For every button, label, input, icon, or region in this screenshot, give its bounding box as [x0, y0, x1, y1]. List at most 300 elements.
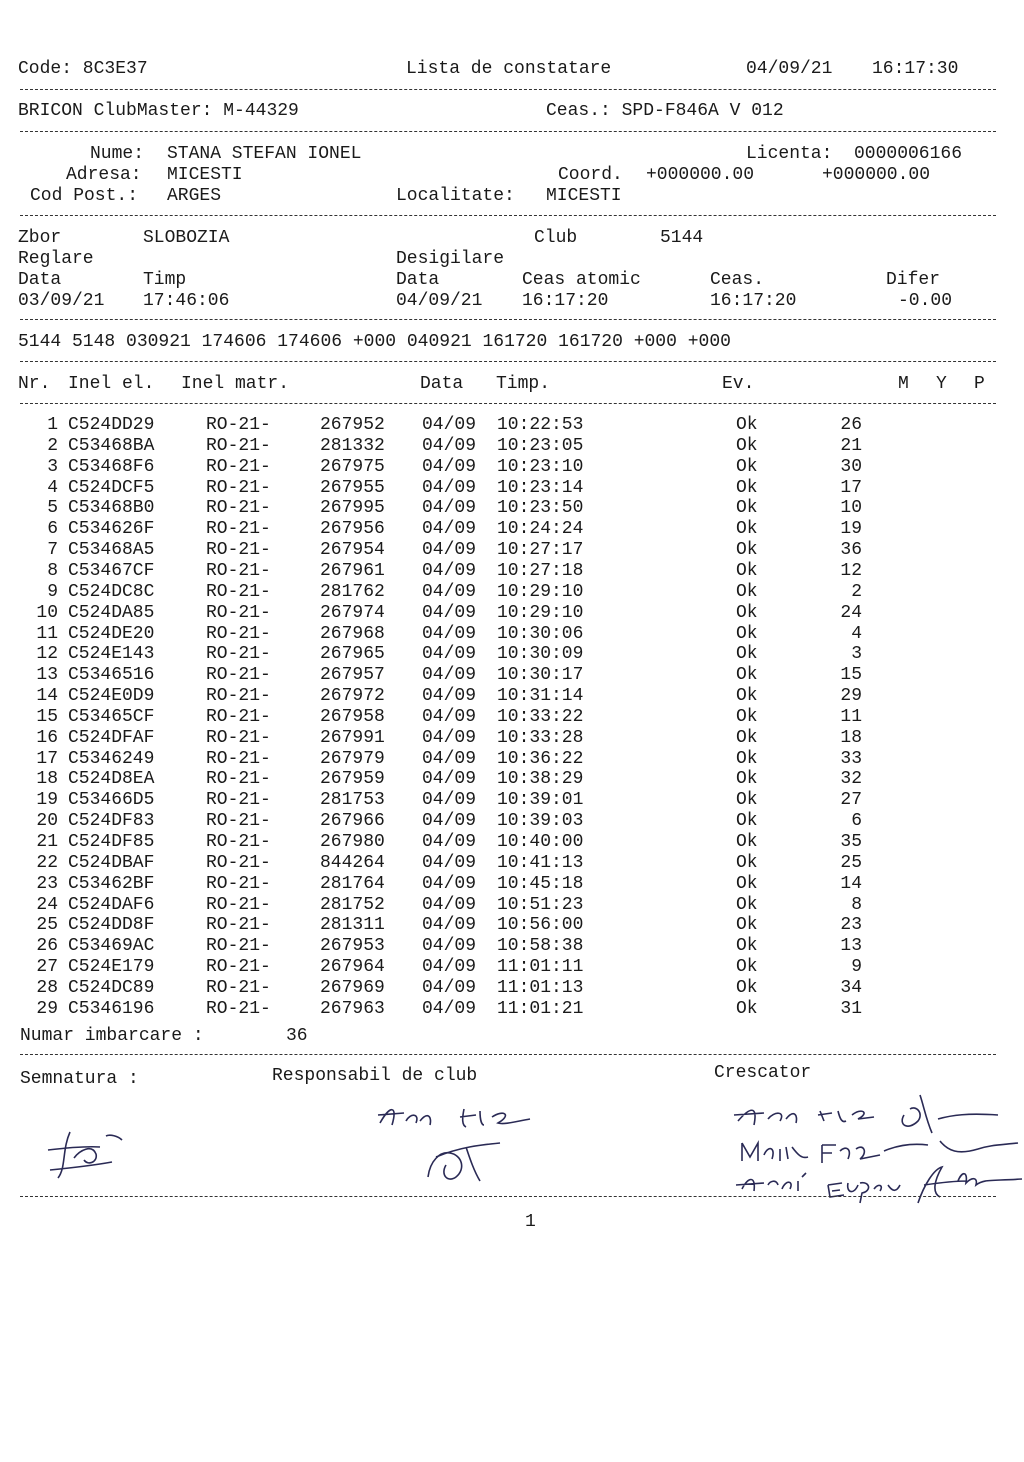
row-nr: 21 — [36, 832, 58, 852]
row-electronic-ring: C524DE20 — [68, 623, 155, 644]
row-event: Ok — [736, 832, 758, 852]
row-electronic-ring: C53468BA — [68, 435, 155, 456]
row-time: 10:31:14 — [497, 686, 584, 707]
row-electronic-ring: C524DA85 — [68, 602, 155, 623]
row-nr: 25 — [36, 915, 58, 936]
row-date: 04/09 — [422, 581, 477, 602]
table-row — [0, 686, 1024, 707]
row-date: 04/09 — [422, 936, 477, 957]
row-ring-prefix: RO-21- — [206, 894, 271, 915]
table-row — [0, 457, 1024, 478]
row-m-position: 14 — [840, 873, 862, 894]
row-time: 10:33:22 — [497, 706, 584, 727]
row-time: 11:01:13 — [497, 977, 584, 998]
row-event: Ok — [736, 477, 758, 498]
row-date: 04/09 — [422, 873, 477, 894]
col-registration-ring: Inel matr. — [181, 374, 290, 394]
row-event: Ok — [736, 456, 758, 477]
row-ring-prefix: RO-21- — [206, 873, 271, 894]
row-m-position: 9 — [851, 957, 862, 978]
row-event: Ok — [736, 915, 758, 936]
row-ring-number: 281764 — [320, 873, 385, 894]
table-row — [0, 769, 1024, 790]
row-date: 04/09 — [422, 852, 477, 873]
row-electronic-ring: C53469AC — [68, 936, 155, 957]
row-nr: 14 — [36, 686, 58, 707]
row-date: 04/09 — [422, 540, 477, 561]
col-p: P — [974, 374, 985, 394]
row-nr: 6 — [47, 519, 58, 540]
row-time: 10:23:10 — [497, 456, 584, 477]
table-row — [0, 436, 1024, 457]
col-electronic-ring: Inel el. — [68, 374, 155, 394]
row-event: Ok — [736, 894, 758, 915]
row-event: Ok — [736, 581, 758, 602]
row-time: 10:23:50 — [497, 498, 584, 519]
row-date: 04/09 — [422, 498, 477, 519]
table-row — [0, 874, 1024, 895]
row-ring-prefix: RO-21- — [206, 540, 271, 561]
club-officer-label: Responsabil de club — [272, 1066, 478, 1086]
row-time: 10:29:10 — [497, 602, 584, 623]
row-m-position: 11 — [840, 706, 862, 727]
col-y: Y — [936, 374, 947, 394]
clock-time: 16:17:20 — [710, 291, 797, 311]
row-ring-number: 267968 — [320, 623, 385, 644]
row-ring-prefix: RO-21- — [206, 519, 271, 540]
row-ring-number: 267972 — [320, 686, 385, 707]
row-event: Ok — [736, 665, 758, 686]
owner-address: MICESTI — [167, 165, 243, 185]
row-electronic-ring: C53462BF — [68, 873, 155, 894]
row-electronic-ring: C524DC8C — [68, 581, 155, 602]
row-electronic-ring: C524DAF6 — [68, 894, 155, 915]
row-time: 11:01:21 — [497, 998, 584, 1019]
row-nr: 1 — [47, 415, 58, 435]
table-row — [0, 728, 1024, 749]
row-date: 04/09 — [422, 894, 477, 915]
row-nr: 24 — [36, 894, 58, 915]
row-ring-number: 281753 — [320, 790, 385, 811]
row-time: 10:27:18 — [497, 560, 584, 581]
row-ring-number: 267954 — [320, 540, 385, 561]
row-ring-number: 267961 — [320, 560, 385, 581]
setting-time: 17:46:06 — [143, 291, 230, 311]
row-m-position: 31 — [840, 998, 862, 1019]
license-label: Licenta: — [746, 144, 833, 164]
row-event: Ok — [736, 811, 758, 832]
row-nr: 3 — [47, 456, 58, 477]
row-m-position: 17 — [840, 477, 862, 498]
row-ring-number: 267952 — [320, 415, 385, 435]
row-m-position: 19 — [840, 519, 862, 540]
row-time: 10:45:18 — [497, 873, 584, 894]
row-time: 10:22:53 — [497, 415, 584, 435]
row-nr: 28 — [36, 977, 58, 998]
row-electronic-ring: C524DBAF — [68, 852, 155, 873]
row-ring-number: 267975 — [320, 456, 385, 477]
table-row — [0, 832, 1024, 853]
row-ring-number: 267957 — [320, 665, 385, 686]
row-ring-number: 267974 — [320, 602, 385, 623]
row-ring-prefix: RO-21- — [206, 957, 271, 978]
row-m-position: 23 — [840, 915, 862, 936]
row-time: 10:56:00 — [497, 915, 584, 936]
row-electronic-ring: C53468A5 — [68, 540, 155, 561]
row-electronic-ring: C524DFAF — [68, 727, 155, 748]
row-ring-prefix: RO-21- — [206, 769, 271, 790]
row-ring-number: 281762 — [320, 581, 385, 602]
row-event: Ok — [736, 936, 758, 957]
row-event: Ok — [736, 957, 758, 978]
table-row — [0, 540, 1024, 561]
encoded-summary-line: 5144 5148 030921 174606 174606 +000 040921 161720 161720 +000 +000 — [18, 332, 731, 352]
row-ring-prefix: RO-21- — [206, 560, 271, 581]
row-ring-number: 267955 — [320, 477, 385, 498]
divider — [20, 1054, 996, 1055]
row-nr: 16 — [36, 727, 58, 748]
row-ring-prefix: RO-21- — [206, 936, 271, 957]
row-date: 04/09 — [422, 957, 477, 978]
row-ring-prefix: RO-21- — [206, 644, 271, 665]
coord-label: Coord. — [558, 165, 623, 185]
row-nr: 2 — [47, 435, 58, 456]
row-event: Ok — [736, 977, 758, 998]
row-m-position: 27 — [840, 790, 862, 811]
setting-date: 03/09/21 — [18, 291, 105, 311]
row-electronic-ring: C5346196 — [68, 998, 155, 1019]
row-time: 10:33:28 — [497, 727, 584, 748]
owner-postcode: ARGES — [167, 186, 222, 206]
document-title: Lista de constatare — [406, 59, 612, 79]
clock-id: Ceas.: SPD-F846A V 012 — [546, 101, 784, 121]
row-nr: 4 — [47, 477, 58, 498]
row-event: Ok — [736, 540, 758, 561]
divider — [20, 89, 996, 90]
owner-locality: MICESTI — [546, 186, 622, 206]
row-m-position: 29 — [840, 686, 862, 707]
row-time: 10:23:14 — [497, 477, 584, 498]
row-electronic-ring: C5346516 — [68, 665, 155, 686]
divider — [20, 361, 996, 362]
setting-date-label: Data — [18, 270, 62, 290]
row-time: 10:30:17 — [497, 665, 584, 686]
row-event: Ok — [736, 519, 758, 540]
row-m-position: 13 — [840, 936, 862, 957]
row-date: 04/09 — [422, 435, 477, 456]
flight-label: Zbor — [18, 228, 62, 248]
row-ring-number: 267956 — [320, 519, 385, 540]
row-m-position: 12 — [840, 560, 862, 581]
row-date: 04/09 — [422, 623, 477, 644]
table-row — [0, 853, 1024, 874]
row-electronic-ring: C524DC89 — [68, 977, 155, 998]
row-nr: 20 — [36, 811, 58, 832]
club-master-id: BRICON ClubMaster: M-44329 — [18, 101, 299, 121]
row-m-position: 34 — [840, 977, 862, 998]
row-date: 04/09 — [422, 915, 477, 936]
row-electronic-ring: C524D8EA — [68, 769, 155, 790]
row-m-position: 36 — [840, 540, 862, 561]
breeder-label: Crescator — [714, 1063, 812, 1083]
row-ring-prefix: RO-21- — [206, 498, 271, 519]
row-ring-prefix: RO-21- — [206, 811, 271, 832]
table-row — [0, 603, 1024, 624]
row-event: Ok — [736, 498, 758, 519]
row-ring-prefix: RO-21- — [206, 832, 271, 852]
row-ring-number: 844264 — [320, 852, 385, 873]
row-event: Ok — [736, 706, 758, 727]
row-date: 04/09 — [422, 519, 477, 540]
club-officer-signature — [370, 1095, 560, 1190]
row-ring-number: 267995 — [320, 498, 385, 519]
row-time: 11:01:11 — [497, 957, 584, 978]
row-electronic-ring: C5346249 — [68, 748, 155, 769]
row-ring-prefix: RO-21- — [206, 415, 271, 435]
row-time: 10:27:17 — [497, 540, 584, 561]
row-event: Ok — [736, 727, 758, 748]
setting-label: Reglare — [18, 249, 94, 269]
row-time: 10:30:09 — [497, 644, 584, 665]
row-nr: 12 — [36, 644, 58, 665]
row-electronic-ring: C53466D5 — [68, 790, 155, 811]
divider — [20, 319, 996, 320]
table-row — [0, 749, 1024, 770]
row-electronic-ring: C524E0D9 — [68, 686, 155, 707]
divider — [20, 1196, 996, 1197]
table-row — [0, 582, 1024, 603]
row-nr: 26 — [36, 936, 58, 957]
owner-name: STANA STEFAN IONEL — [167, 144, 362, 164]
row-date: 04/09 — [422, 665, 477, 686]
atomic-clock-label: Ceas atomic — [522, 270, 641, 290]
row-m-position: 3 — [851, 644, 862, 665]
row-ring-number: 267965 — [320, 644, 385, 665]
row-m-position: 2 — [851, 581, 862, 602]
row-m-position: 33 — [840, 748, 862, 769]
row-nr: 23 — [36, 873, 58, 894]
row-event: Ok — [736, 435, 758, 456]
row-m-position: 24 — [840, 602, 862, 623]
row-electronic-ring: C53468F6 — [68, 456, 155, 477]
row-nr: 9 — [47, 581, 58, 602]
divider — [20, 215, 996, 216]
row-event: Ok — [736, 769, 758, 790]
row-nr: 22 — [36, 852, 58, 873]
row-date: 04/09 — [422, 727, 477, 748]
row-ring-number: 267958 — [320, 706, 385, 727]
row-ring-prefix: RO-21- — [206, 602, 271, 623]
row-ring-number: 267963 — [320, 998, 385, 1019]
row-time: 10:51:23 — [497, 894, 584, 915]
row-time: 10:39:01 — [497, 790, 584, 811]
row-ring-number: 267991 — [320, 727, 385, 748]
name-label: Nume: — [90, 144, 145, 164]
time-difference: -0.00 — [898, 291, 953, 311]
unsealing-date-label: Data — [396, 270, 440, 290]
row-date: 04/09 — [422, 811, 477, 832]
club-number: 5144 — [660, 228, 704, 248]
row-ring-prefix: RO-21- — [206, 727, 271, 748]
row-date: 04/09 — [422, 644, 477, 665]
table-row — [0, 811, 1024, 832]
row-m-position: 25 — [840, 852, 862, 873]
row-ring-number: 267959 — [320, 769, 385, 790]
table-row — [0, 957, 1024, 978]
row-ring-number: 267969 — [320, 977, 385, 998]
row-date: 04/09 — [422, 977, 477, 998]
postcode-label: Cod Post.: — [30, 186, 139, 206]
row-event: Ok — [736, 602, 758, 623]
row-nr: 19 — [36, 790, 58, 811]
row-electronic-ring: C53467CF — [68, 560, 155, 581]
difference-label: Difer — [886, 270, 941, 290]
row-date: 04/09 — [422, 602, 477, 623]
row-nr: 5 — [47, 498, 58, 519]
coord-x: +000000.00 — [646, 165, 755, 185]
row-date: 04/09 — [422, 832, 477, 852]
row-date: 04/09 — [422, 790, 477, 811]
row-nr: 7 — [47, 540, 58, 561]
table-row — [0, 665, 1024, 686]
coord-y: +000000.00 — [822, 165, 931, 185]
row-nr: 11 — [36, 623, 58, 644]
row-ring-number: 267979 — [320, 748, 385, 769]
row-time: 10:39:03 — [497, 811, 584, 832]
table-row — [0, 498, 1024, 519]
row-electronic-ring: C524DCF5 — [68, 477, 155, 498]
row-date: 04/09 — [422, 560, 477, 581]
row-time: 10:23:05 — [497, 435, 584, 456]
row-ring-prefix: RO-21- — [206, 748, 271, 769]
row-m-position: 35 — [840, 832, 862, 852]
signature-scribble — [40, 1120, 150, 1190]
unsealing-label: Desigilare — [396, 249, 505, 269]
row-nr: 27 — [36, 957, 58, 978]
col-time: Timp. — [496, 374, 551, 394]
unsealing-date: 04/09/21 — [396, 291, 483, 311]
row-date: 04/09 — [422, 477, 477, 498]
row-electronic-ring: C534626F — [68, 519, 155, 540]
divider — [20, 131, 996, 132]
row-ring-prefix: RO-21- — [206, 686, 271, 707]
table-row — [0, 561, 1024, 582]
table-row — [0, 707, 1024, 728]
page-number: 1 — [525, 1212, 536, 1232]
row-m-position: 26 — [840, 415, 862, 435]
row-m-position: 6 — [851, 811, 862, 832]
row-ring-prefix: RO-21- — [206, 456, 271, 477]
row-electronic-ring: C524E179 — [68, 957, 155, 978]
row-event: Ok — [736, 686, 758, 707]
row-electronic-ring: C524E143 — [68, 644, 155, 665]
table-row — [0, 915, 1024, 936]
row-nr: 18 — [36, 769, 58, 790]
row-m-position: 18 — [840, 727, 862, 748]
row-time: 10:24:24 — [497, 519, 584, 540]
row-m-position: 8 — [851, 894, 862, 915]
row-m-position: 10 — [840, 498, 862, 519]
row-ring-number: 267964 — [320, 957, 385, 978]
row-nr: 13 — [36, 665, 58, 686]
clock-label: Ceas. — [710, 270, 765, 290]
row-time: 10:38:29 — [497, 769, 584, 790]
boarding-count: 36 — [286, 1026, 308, 1046]
row-ring-number: 267980 — [320, 832, 385, 852]
row-nr: 15 — [36, 706, 58, 727]
row-event: Ok — [736, 748, 758, 769]
flight-location: SLOBOZIA — [143, 228, 230, 248]
table-row — [0, 644, 1024, 665]
row-time: 10:29:10 — [497, 581, 584, 602]
row-m-position: 30 — [840, 456, 862, 477]
row-electronic-ring: C524DD8F — [68, 915, 155, 936]
col-m: M — [898, 374, 909, 394]
row-event: Ok — [736, 998, 758, 1019]
row-date: 04/09 — [422, 706, 477, 727]
table-row — [0, 415, 1024, 436]
row-event: Ok — [736, 623, 758, 644]
col-date: Data — [420, 374, 464, 394]
row-nr: 10 — [36, 602, 58, 623]
atomic-clock-time: 16:17:20 — [522, 291, 609, 311]
row-ring-prefix: RO-21- — [206, 665, 271, 686]
row-event: Ok — [736, 560, 758, 581]
row-ring-prefix: RO-21- — [206, 915, 271, 936]
setting-time-label: Timp — [143, 270, 187, 290]
boarding-count-label: Numar imbarcare : — [20, 1026, 204, 1046]
row-ring-number: 267966 — [320, 811, 385, 832]
row-date: 04/09 — [422, 686, 477, 707]
row-nr: 8 — [47, 560, 58, 581]
row-m-position: 21 — [840, 435, 862, 456]
row-ring-prefix: RO-21- — [206, 998, 271, 1019]
license-number: 0000006166 — [854, 144, 963, 164]
row-date: 04/09 — [422, 769, 477, 790]
row-date: 04/09 — [422, 415, 477, 435]
row-event: Ok — [736, 415, 758, 435]
row-ring-prefix: RO-21- — [206, 623, 271, 644]
document-code: Code: 8C3E37 — [18, 59, 148, 79]
row-ring-prefix: RO-21- — [206, 977, 271, 998]
row-event: Ok — [736, 644, 758, 665]
table-row — [0, 478, 1024, 499]
row-electronic-ring: C53465CF — [68, 706, 155, 727]
row-ring-prefix: RO-21- — [206, 790, 271, 811]
table-row — [0, 790, 1024, 811]
row-ring-number: 267953 — [320, 936, 385, 957]
club-label: Club — [534, 228, 578, 248]
table-row — [0, 895, 1024, 916]
row-time: 10:40:00 — [497, 832, 584, 852]
signature-label: Semnatura : — [20, 1069, 139, 1089]
row-date: 04/09 — [422, 998, 477, 1019]
row-nr: 29 — [36, 998, 58, 1019]
address-label: Adresa: — [66, 165, 142, 185]
row-ring-prefix: RO-21- — [206, 852, 271, 873]
row-time: 10:36:22 — [497, 748, 584, 769]
row-m-position: 32 — [840, 769, 862, 790]
row-date: 04/09 — [422, 456, 477, 477]
row-time: 10:58:38 — [497, 936, 584, 957]
locality-label: Localitate: — [396, 186, 515, 206]
row-event: Ok — [736, 790, 758, 811]
row-time: 10:30:06 — [497, 623, 584, 644]
row-nr: 17 — [36, 748, 58, 769]
row-m-position: 4 — [851, 623, 862, 644]
row-event: Ok — [736, 852, 758, 873]
row-electronic-ring: C524DF83 — [68, 811, 155, 832]
